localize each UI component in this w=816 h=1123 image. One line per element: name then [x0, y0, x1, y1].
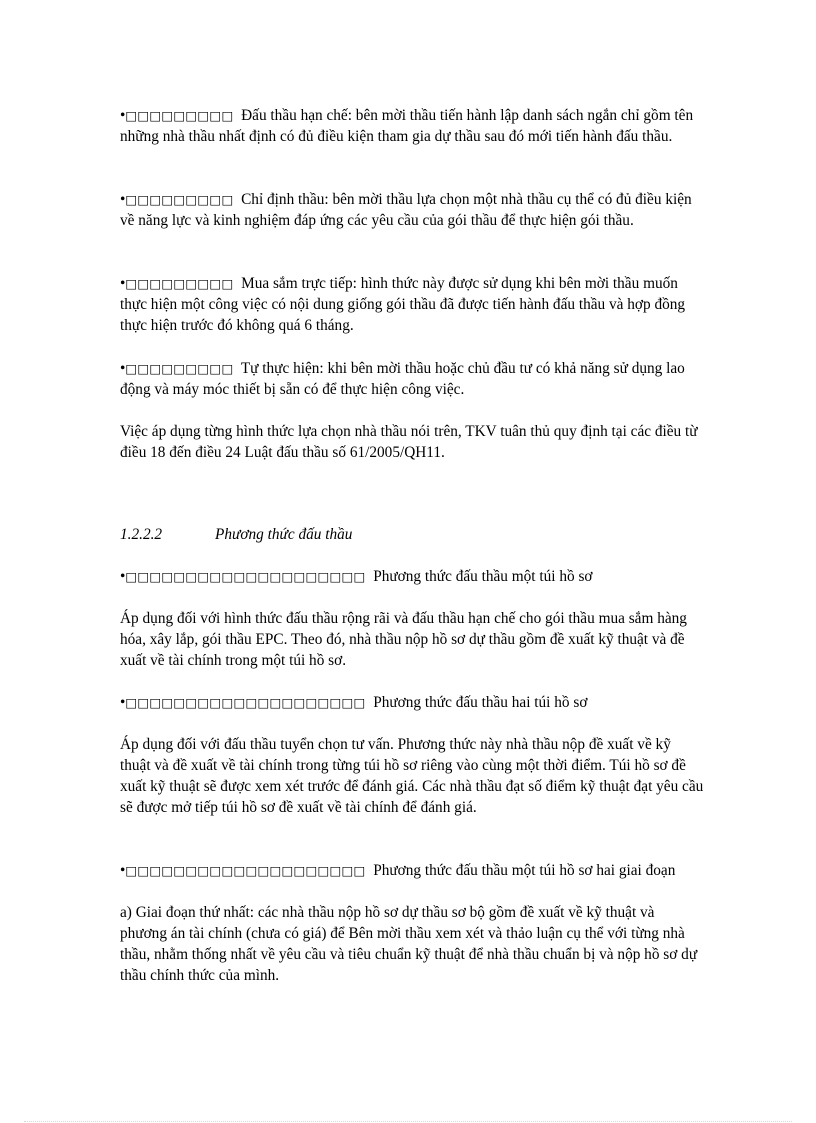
- method-title: Phương thức đấu thầu một túi hồ sơ: [373, 568, 593, 585]
- item-text: Đấu thầu hạn chế: bên mời thầu tiến hành lập danh sách ngắn chỉ gồm tên những nhà thầu nhất định có đủ điều kiện tham gia dự thầu sau đó mới tiến hành đấu thầu.: [120, 107, 694, 145]
- method-one-envelope-body: Áp dụng đối với hình thức đấu thầu rộng rãi và đấu thầu hạn chế cho gói thầu mua sắm hàng hóa, xây lắp, gói thầu EPC. Theo đó, nhà thầu nộp hồ sơ dự thầu gồm đề xuất kỹ thuật và đề xuất về tài chính trong một túi hồ sơ.: [120, 610, 687, 669]
- item-direct-procurement: [120, 273, 705, 336]
- section-number: 1.2.2.2: [120, 526, 163, 543]
- bullet-icon: •: [120, 107, 126, 124]
- method-title: Phương thức đấu thầu một túi hồ sơ hai giai đoạn: [373, 862, 676, 879]
- item-text: Chỉ định thầu: bên mời thầu lựa chọn một nhà thầu cụ thể có đủ điều kiện về năng lực và kinh nghiệm đáp ứng các yêu cầu của gói thầu để thực hiện gói thầu.: [120, 191, 692, 229]
- missing-glyph-boxes: □□□□□□□□□: [125, 276, 234, 291]
- item-direct-appointment: [120, 189, 705, 231]
- item-self-implementation: [120, 358, 705, 400]
- item-text: Mua sắm trực tiếp: hình thức này được sử dụng khi bên mời thầu muốn thực hiện một công việc có nội dung giống gói thầu đã được tiến hành đấu thầu và hợp đồng thực hiện trước đó không quá 6 tháng.: [120, 275, 686, 334]
- section-title: Phương thức đấu thầu: [215, 526, 353, 543]
- method-two-envelope-body: Áp dụng đối với đấu thầu tuyển chọn tư vấn. Phương thức này nhà thầu nộp đề xuất về kỹ thuật và đề xuất về tài chính trong từng túi hồ sơ riêng vào cùng một thời điểm. Túi hồ sơ đề xuất kỹ thuật sẽ được xem xét trước để đánh giá. Các nhà thầu đạt số điểm kỹ thuật đạt yêu cầu sẽ được mở tiếp túi hồ sơ đề xuất về tài chính để đánh giá.: [120, 736, 704, 816]
- bullet-icon: •: [120, 191, 126, 208]
- missing-glyph-boxes: □□□□□□□□□: [125, 108, 234, 123]
- bullet-icon: •: [120, 694, 126, 711]
- section-heading: [120, 524, 705, 545]
- page-bottom-divider: [24, 1121, 792, 1122]
- item-text: Tự thực hiện: khi bên mời thầu hoặc chủ đầu tư có khả năng sử dụng lao động và máy móc thiết bị sẵn có để thực hiện công việc.: [120, 360, 685, 398]
- missing-glyph-boxes: □□□□□□□□□: [125, 361, 234, 376]
- missing-glyph-boxes: □□□□□□□□□□□□□□□□□□□□: [125, 863, 366, 878]
- method-two-stage-body: a) Giai đoạn thứ nhất: các nhà thầu nộp hồ sơ dự thầu sơ bộ gồm đề xuất về kỹ thuật và phương án tài chính (chưa có giá) để Bên mời thầu xem xét và thảo luận cụ thể với từng nhà thầu, nhằm thống nhất về yêu cầu và tiêu chuẩn kỹ thuật để nhà thầu chuẩn bị và nộp hồ sơ dự thầu chính thức của mình.: [120, 904, 698, 984]
- bullet-icon: •: [120, 275, 126, 292]
- item-restricted-bidding: [120, 105, 705, 147]
- missing-glyph-boxes: □□□□□□□□□□□□□□□□□□□□: [125, 569, 366, 584]
- bullet-icon: •: [120, 862, 126, 879]
- method-title: Phương thức đấu thầu hai túi hồ sơ: [373, 694, 588, 711]
- bullet-icon: •: [120, 568, 126, 585]
- missing-glyph-boxes: □□□□□□□□□□□□□□□□□□□□: [125, 695, 366, 710]
- bullet-icon: •: [120, 360, 126, 377]
- method-two-stage-heading: [120, 860, 705, 881]
- method-one-envelope-heading: [120, 566, 705, 587]
- missing-glyph-boxes: □□□□□□□□□: [125, 192, 234, 207]
- paragraph-tkv-compliance: Việc áp dụng từng hình thức lựa chọn nhà thầu nói trên, TKV tuân thủ quy định tại các điều từ điều 18 đến điều 24 Luật đấu thầu số 61/2005/QH11.: [120, 423, 698, 461]
- method-two-envelope-heading: [120, 692, 705, 713]
